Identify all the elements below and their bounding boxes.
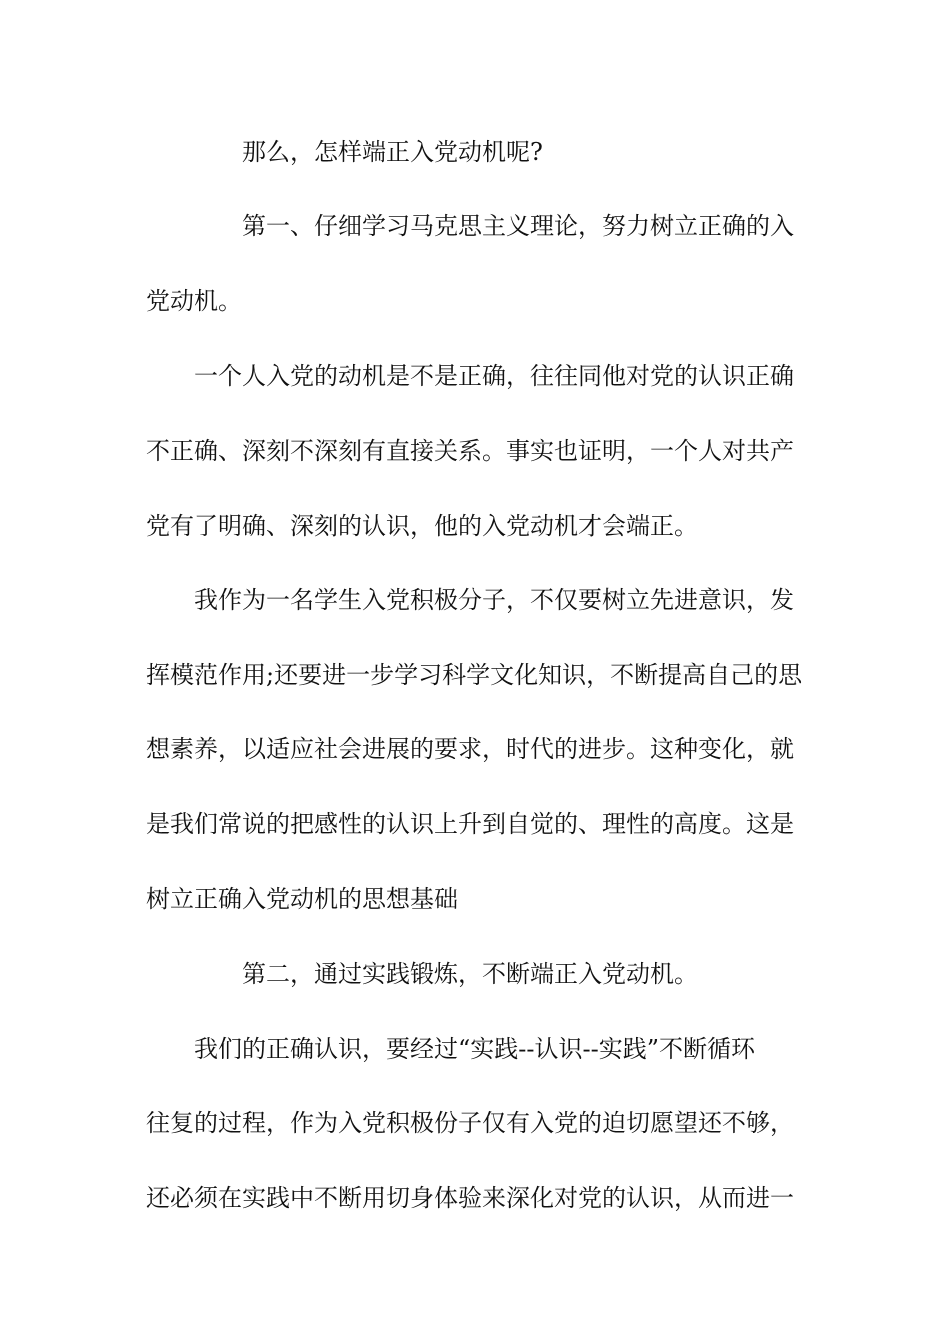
paragraph-student-line-4: 是我们常说的把感性的认识上升到自觉的、理性的高度。这是 (146, 810, 794, 838)
paragraph-practice-line-3: 还必须在实践中不断用切身体验来深化对党的认识，从而进一 (146, 1184, 794, 1212)
paragraph-practice-line-2: 往复的过程，作为入党积极份子仅有入党的迫切愿望还不够， (146, 1109, 794, 1137)
paragraph-question: 那么，怎样端正入党动机呢? (242, 138, 543, 166)
paragraph-practice-line-1: 我们的正确认识，要经过“实践--认识--实践”不断循环 (194, 1035, 755, 1063)
paragraph-student-line-3: 想素养，以适应社会进展的要求，时代的进步。这种变化，就 (146, 735, 794, 763)
paragraph-student-line-1: 我作为一名学生入党积极分子，不仅要树立先进意识，发 (194, 586, 794, 614)
paragraph-second-heading: 第二，通过实践锻炼，不断端正入党动机。 (242, 960, 698, 988)
paragraph-motivation-line-1: 一个人入党的动机是不是正确，往往同他对党的认识正确 (194, 362, 794, 390)
paragraph-student-line-5: 树立正确入党动机的思想基础 (146, 885, 458, 913)
paragraph-first-heading-line-2: 党动机。 (146, 287, 242, 315)
paragraph-motivation-line-2: 不正确、深刻不深刻有直接关系。事实也证明，一个人对共产 (146, 437, 794, 465)
paragraph-student-line-2: 挥模范作用;还要进一步学习科学文化知识，不断提高自己的思 (146, 661, 803, 689)
paragraph-first-heading-line-1: 第一、仔细学习马克思主义理论，努力树立正确的入 (242, 212, 794, 240)
paragraph-motivation-line-3: 党有了明确、深刻的认识，他的入党动机才会端正。 (146, 512, 698, 540)
